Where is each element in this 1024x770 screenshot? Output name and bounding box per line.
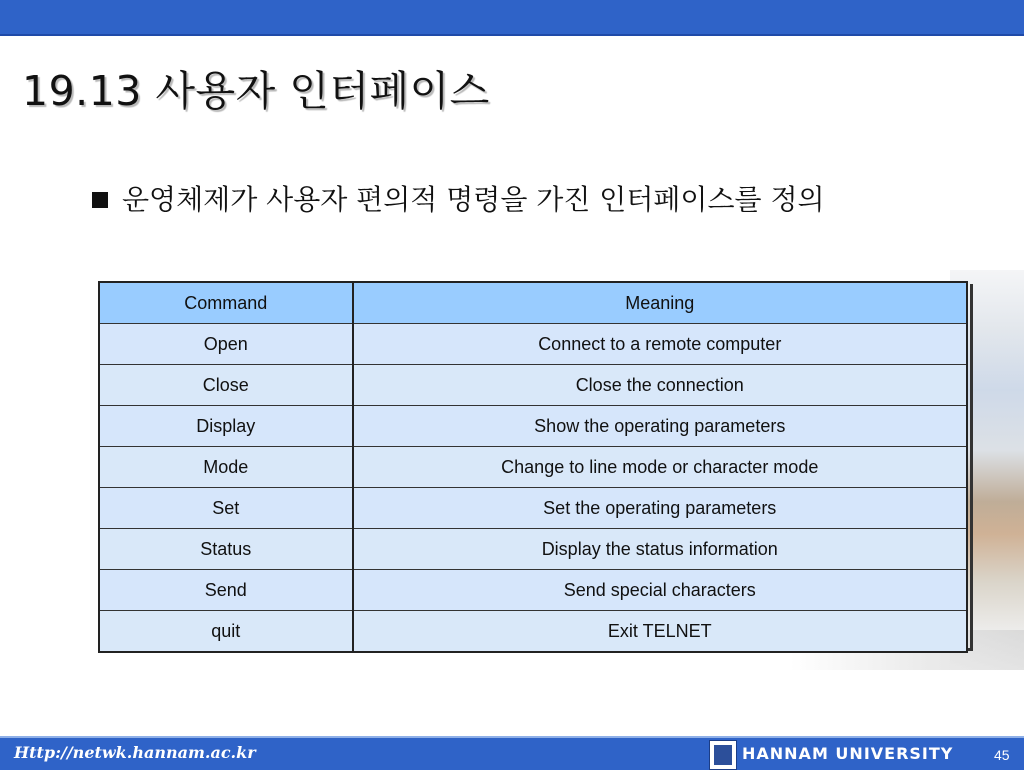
logo-emblem <box>714 745 732 765</box>
command-cell: Send <box>99 570 353 611</box>
meaning-cell: Send special characters <box>353 570 968 611</box>
command-table <box>98 281 968 653</box>
bullet-text: 운영체제가 사용자 편의적 명령을 가진 인터페이스를 정의 <box>122 183 825 216</box>
footer-bar <box>0 736 1024 770</box>
meaning-cell: Connect to a remote computer <box>353 324 968 365</box>
header-meaning: Meaning <box>353 282 968 324</box>
meaning-cell: Close the connection <box>353 365 968 406</box>
page-number: 45 <box>994 747 1010 763</box>
university-logo-icon <box>709 740 737 770</box>
table-row <box>99 324 967 365</box>
table-row <box>99 406 967 447</box>
university-name: HANNAM UNIVERSITY <box>742 744 954 763</box>
command-cell: Open <box>99 324 353 365</box>
table-row <box>99 447 967 488</box>
command-cell: quit <box>99 611 353 653</box>
table-row <box>99 529 967 570</box>
table-row <box>99 365 967 406</box>
command-cell: Set <box>99 488 353 529</box>
meaning-cell: Set the operating parameters <box>353 488 968 529</box>
command-cell: Display <box>99 406 353 447</box>
top-banner <box>0 0 1024 36</box>
command-cell: Mode <box>99 447 353 488</box>
table-row <box>99 488 967 529</box>
command-cell: Close <box>99 365 353 406</box>
header-command: Command <box>99 282 353 324</box>
meaning-cell: Change to line mode or character mode <box>353 447 968 488</box>
slide-title: 19.13 사용자 인터페이스 <box>22 67 490 115</box>
footer-url[interactable]: Http://netwk.hannam.ac.kr <box>14 743 256 762</box>
bullet-item <box>92 180 952 220</box>
meaning-cell: Exit TELNET <box>353 611 968 653</box>
meaning-cell: Show the operating parameters <box>353 406 968 447</box>
table-row <box>99 570 967 611</box>
command-table-container <box>98 281 970 648</box>
command-cell: Status <box>99 529 353 570</box>
square-bullet-icon <box>92 192 108 208</box>
meaning-cell: Display the status information <box>353 529 968 570</box>
table-row <box>99 611 967 653</box>
table-header-row <box>99 282 967 324</box>
